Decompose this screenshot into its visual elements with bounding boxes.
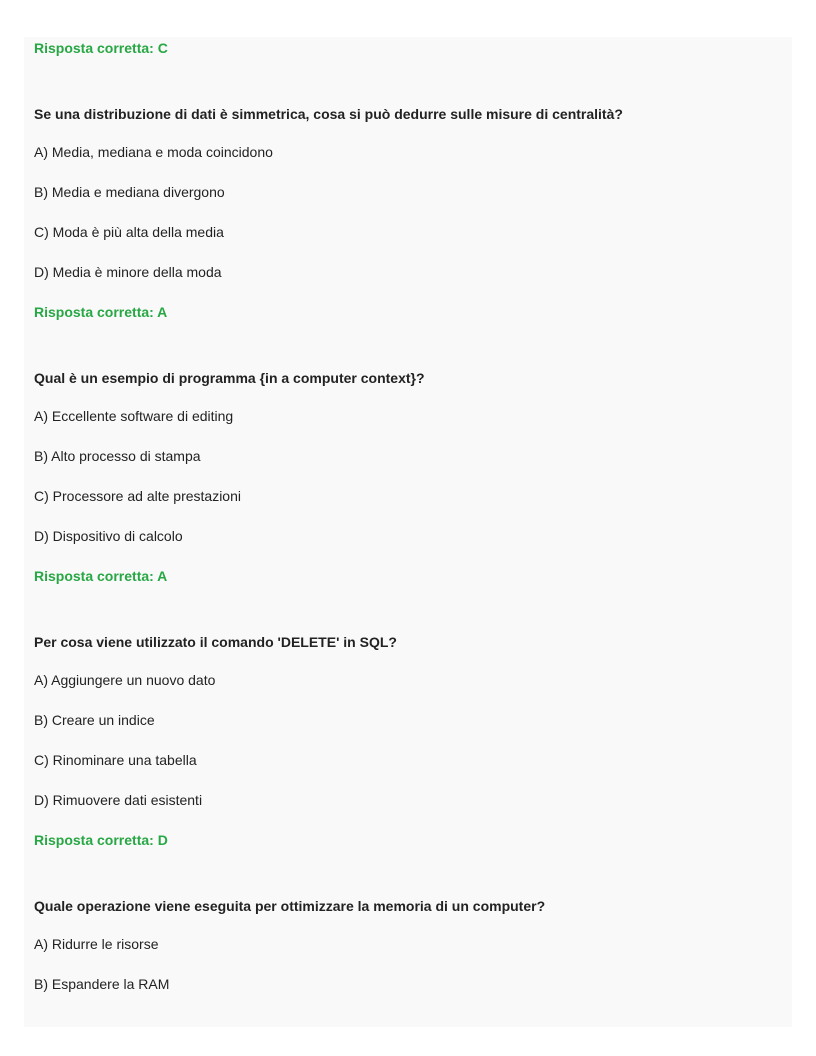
question-block: [34, 104, 782, 322]
question-text: Qual è un esempio di programma {in a computer context}?: [34, 370, 425, 386]
correct-answer: Risposta corretta: C: [34, 40, 168, 56]
option-b: B) Espandere la RAM: [34, 976, 170, 992]
correct-answer: Risposta corretta: A: [34, 304, 168, 320]
option-d: D) Media è minore della moda: [34, 264, 222, 280]
question-block: [34, 632, 782, 850]
question-text: Quale operazione viene eseguita per ottimizzare la memoria di un computer?: [34, 898, 546, 914]
option-c: C) Processore ad alte prestazioni: [34, 488, 241, 504]
quiz-panel: [24, 37, 792, 1027]
quiz-content: [34, 37, 782, 994]
option-c: C) Moda è più alta della media: [34, 224, 224, 240]
option-b: B) Media e mediana divergono: [34, 184, 225, 200]
question-text: Per cosa viene utilizzato il comando 'DELETE' in SQL?: [34, 634, 397, 650]
question-text: Se una distribuzione di dati è simmetrica, cosa si può dedurre sulle misure di centralità?: [34, 106, 623, 122]
question-block: [34, 896, 782, 994]
option-c: C) Rinominare una tabella: [34, 752, 197, 768]
option-a: A) Ridurre le risorse: [34, 936, 159, 952]
option-d: D) Dispositivo di calcolo: [34, 528, 183, 544]
option-a: A) Aggiungere un nuovo dato: [34, 672, 216, 688]
correct-answer: Risposta corretta: D: [34, 832, 168, 848]
question-block: [34, 368, 782, 586]
option-b: B) Alto processo di stampa: [34, 448, 201, 464]
option-d: D) Rimuovere dati esistenti: [34, 792, 203, 808]
option-b: B) Creare un indice: [34, 712, 155, 728]
option-a: A) Media, mediana e moda coincidono: [34, 144, 273, 160]
correct-answer: Risposta corretta: A: [34, 568, 168, 584]
option-a: A) Eccellente software di editing: [34, 408, 234, 424]
